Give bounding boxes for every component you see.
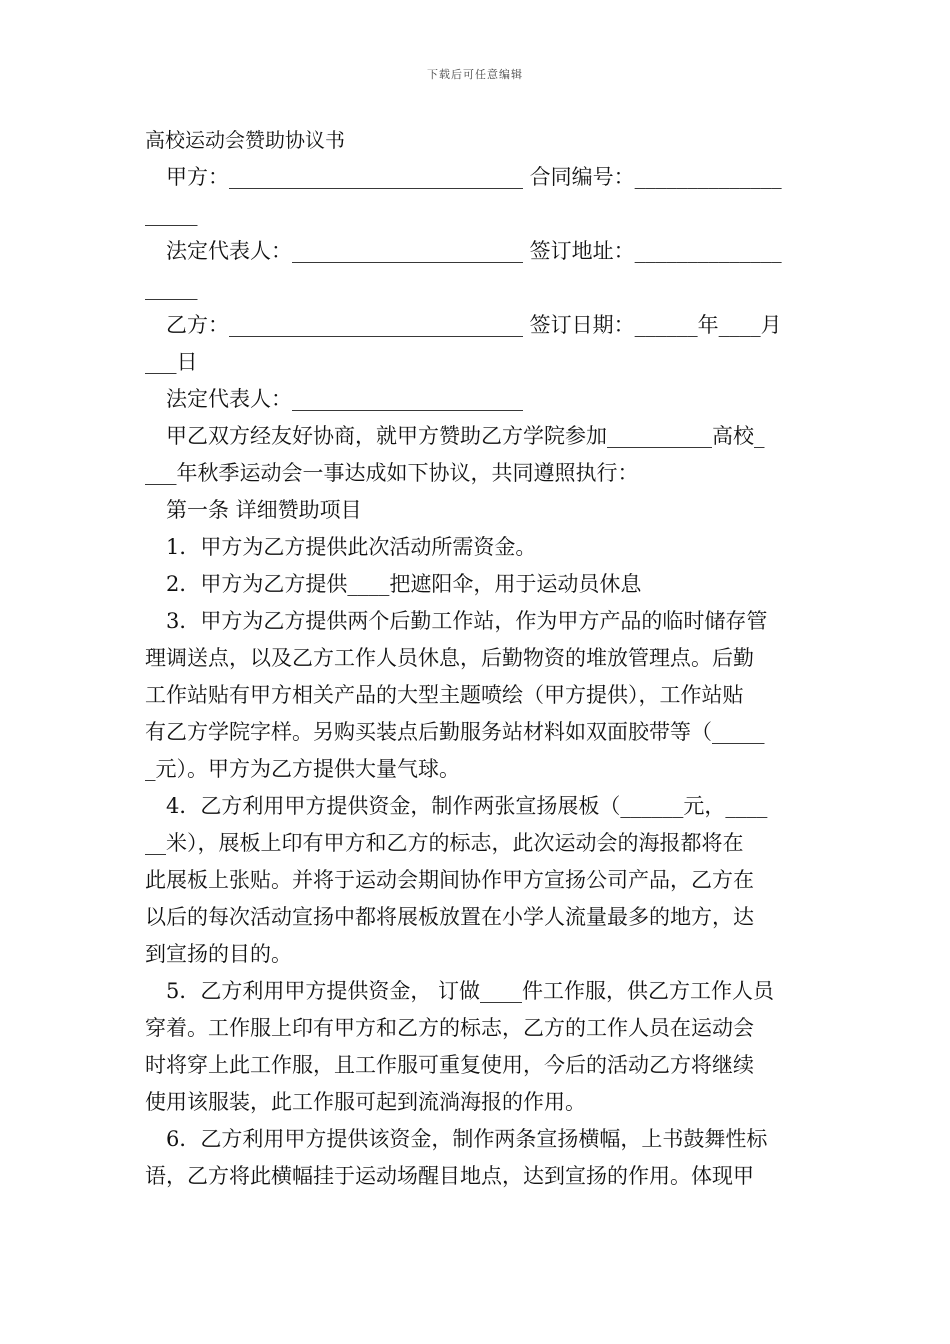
clause-1: 1．甲方为乙方提供此次活动所需资金。 (166, 535, 537, 559)
clause-3-line: 工作站贴有甲方相关产品的大型主题喷绘（甲方提供），工作站贴 (145, 683, 744, 707)
clause-6-line: 语，乙方将此横幅挂于运动场醒目地点，达到宣扬的作用。体现甲 (145, 1164, 754, 1188)
legal-rep-a-line: 法定代表人：______________________ 签订地址：______________ (166, 239, 782, 263)
clause-4-line: __米），展板上印有甲方和乙方的标志，此次运动会的海报都将在 (145, 831, 744, 855)
clause-3-line: 理调送点，以及乙方工作人员休息，后勤物资的堆放管理点。后勤 (145, 646, 754, 670)
article-heading: 第一条 详细赞助项目 (166, 498, 362, 522)
blank-continuation: _____ (145, 276, 198, 300)
clause-5-line: 使用该服装，此工作服可起到流淌海报的作用。 (145, 1090, 586, 1114)
legal-rep-b-line: 法定代表人：______________________ (166, 387, 523, 411)
clause-5-line: 时将穿上此工作服，且工作服可重复使用，今后的活动乙方将继续 (145, 1053, 754, 1077)
clause-4-line: 此展板上张贴。并将于运动会期间协作甲方宣扬公司产品，乙方在 (145, 868, 754, 892)
preamble-line: ___年秋季运动会一事达成如下协议，共同遵照执行： (145, 461, 639, 485)
date-continuation: ___日 (145, 350, 198, 374)
document-body (145, 122, 807, 1195)
clause-3-line: _元）。甲方为乙方提供大量气球。 (145, 757, 460, 781)
clause-4-line: 4．乙方利用甲方提供资金，制作两张宣扬展板（______元，____ (166, 794, 768, 818)
party-a-line: 甲方：____________________________ 合同编号：______________ (166, 165, 782, 189)
blank-continuation: _____ (145, 202, 198, 226)
page-header: 下载后可任意编辑 (427, 68, 523, 81)
clause-6-line: 6．乙方利用甲方提供该资金，制作两条宣扬横幅，上书鼓舞性标 (166, 1127, 768, 1151)
clause-5-line: 穿着。工作服上印有甲方和乙方的标志，乙方的工作人员在运动会 (145, 1016, 754, 1040)
clause-4-line: 以后的每次活动宣扬中都将展板放置在小学人流量最多的地方，达 (145, 905, 754, 929)
clause-3-line: 有乙方学院字样。另购买装点后勤服务站材料如双面胶带等（_____ (145, 720, 765, 744)
party-b-line: 乙方：____________________________ 签订日期：______年____月 (166, 313, 782, 337)
clause-4-line: 到宣扬的目的。 (145, 942, 292, 966)
clause-2: 2．甲方为乙方提供____把遮阳伞，用于运动员休息 (166, 572, 642, 596)
clause-3-line: 3．甲方为乙方提供两个后勤工作站，作为甲方产品的临时储存管 (166, 609, 768, 633)
document-title: 高校运动会赞助协议书 (145, 128, 345, 152)
preamble-line: 甲乙双方经友好协商，就甲方赞助乙方学院参加__________高校_ (166, 424, 765, 448)
clause-5-line: 5．乙方利用甲方提供资金， 订做____件工作服，供乙方工作人员 (166, 979, 775, 1003)
